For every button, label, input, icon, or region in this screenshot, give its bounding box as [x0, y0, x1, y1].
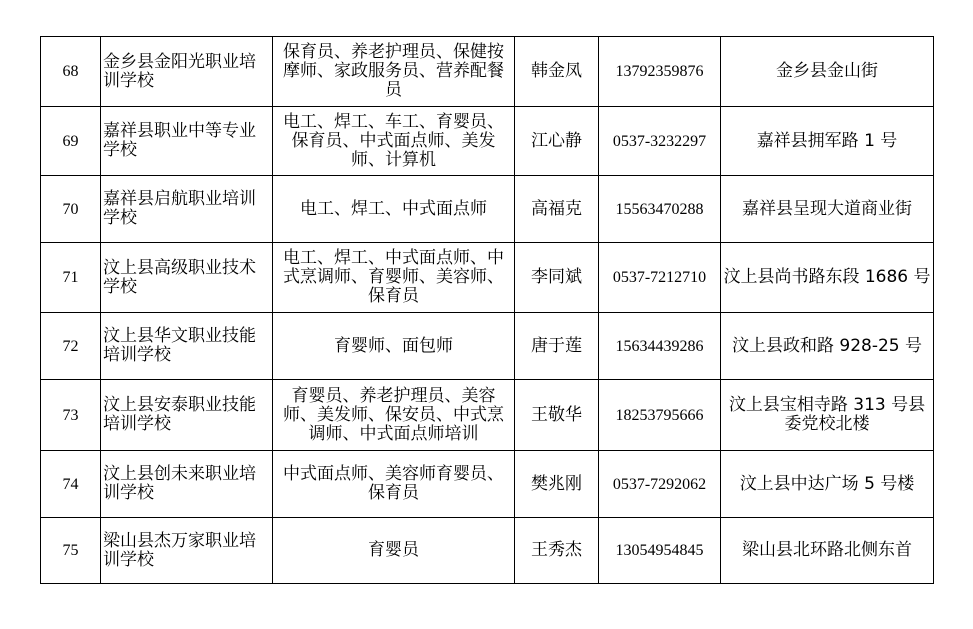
- row-number: 75: [41, 518, 101, 584]
- table-row: [41, 243, 934, 313]
- training-schools-table: [40, 36, 934, 584]
- training-jobs: 育婴师、面包师: [273, 313, 515, 380]
- training-jobs: 中式面点师、美容师育婴员、保育员: [273, 451, 515, 518]
- table-row: [41, 176, 934, 243]
- address: 嘉祥县呈现大道商业街: [721, 176, 934, 243]
- training-jobs: 电工、焊工、中式面点师、中式烹调师、育婴师、美容师、保育员: [273, 243, 515, 313]
- school-name: 汶上县高级职业技术学校: [101, 243, 273, 313]
- row-number: 72: [41, 313, 101, 380]
- school-name: 汶上县安泰职业技能培训学校: [101, 380, 273, 451]
- phone-number: 0537-7292062: [599, 451, 721, 518]
- address: 嘉祥县拥军路 1 号: [721, 107, 934, 176]
- table-row: [41, 37, 934, 107]
- phone-number: 13054954845: [599, 518, 721, 584]
- table-row: [41, 107, 934, 176]
- table-row: [41, 451, 934, 518]
- school-name: 汶上县创未来职业培训学校: [101, 451, 273, 518]
- training-jobs: 电工、焊工、中式面点师: [273, 176, 515, 243]
- contact-person: 江心静: [515, 107, 599, 176]
- row-number: 70: [41, 176, 101, 243]
- phone-number: 18253795666: [599, 380, 721, 451]
- row-number: 74: [41, 451, 101, 518]
- contact-person: 唐于莲: [515, 313, 599, 380]
- school-name: 嘉祥县启航职业培训学校: [101, 176, 273, 243]
- row-number: 68: [41, 37, 101, 107]
- training-jobs: 育婴员: [273, 518, 515, 584]
- row-number: 71: [41, 243, 101, 313]
- table-row: [41, 518, 934, 584]
- contact-person: 樊兆刚: [515, 451, 599, 518]
- contact-person: 王敬华: [515, 380, 599, 451]
- school-name: 汶上县华文职业技能培训学校: [101, 313, 273, 380]
- school-name: 嘉祥县职业中等专业学校: [101, 107, 273, 176]
- training-jobs: 电工、焊工、车工、育婴员、保育员、中式面点师、美发师、计算机: [273, 107, 515, 176]
- table-row: [41, 380, 934, 451]
- phone-number: 0537-3232297: [599, 107, 721, 176]
- address: 汶上县宝相寺路 313 号县委党校北楼: [721, 380, 934, 451]
- address: 梁山县北环路北侧东首: [721, 518, 934, 584]
- address: 金乡县金山街: [721, 37, 934, 107]
- phone-number: 15563470288: [599, 176, 721, 243]
- contact-person: 王秀杰: [515, 518, 599, 584]
- row-number: 69: [41, 107, 101, 176]
- phone-number: 15634439286: [599, 313, 721, 380]
- table-row: [41, 313, 934, 380]
- address: 汶上县政和路 928-25 号: [721, 313, 934, 380]
- school-name: 梁山县杰万家职业培训学校: [101, 518, 273, 584]
- contact-person: 高福克: [515, 176, 599, 243]
- row-number: 73: [41, 380, 101, 451]
- phone-number: 0537-7212710: [599, 243, 721, 313]
- training-jobs: 育婴员、养老护理员、美容师、美发师、保安员、中式烹调师、中式面点师培训: [273, 380, 515, 451]
- address: 汶上县尚书路东段 1686 号: [721, 243, 934, 313]
- training-jobs: 保育员、养老护理员、保健按摩师、家政服务员、营养配餐员: [273, 37, 515, 107]
- contact-person: 李同斌: [515, 243, 599, 313]
- address: 汶上县中达广场 5 号楼: [721, 451, 934, 518]
- contact-person: 韩金凤: [515, 37, 599, 107]
- school-name: 金乡县金阳光职业培训学校: [101, 37, 273, 107]
- phone-number: 13792359876: [599, 37, 721, 107]
